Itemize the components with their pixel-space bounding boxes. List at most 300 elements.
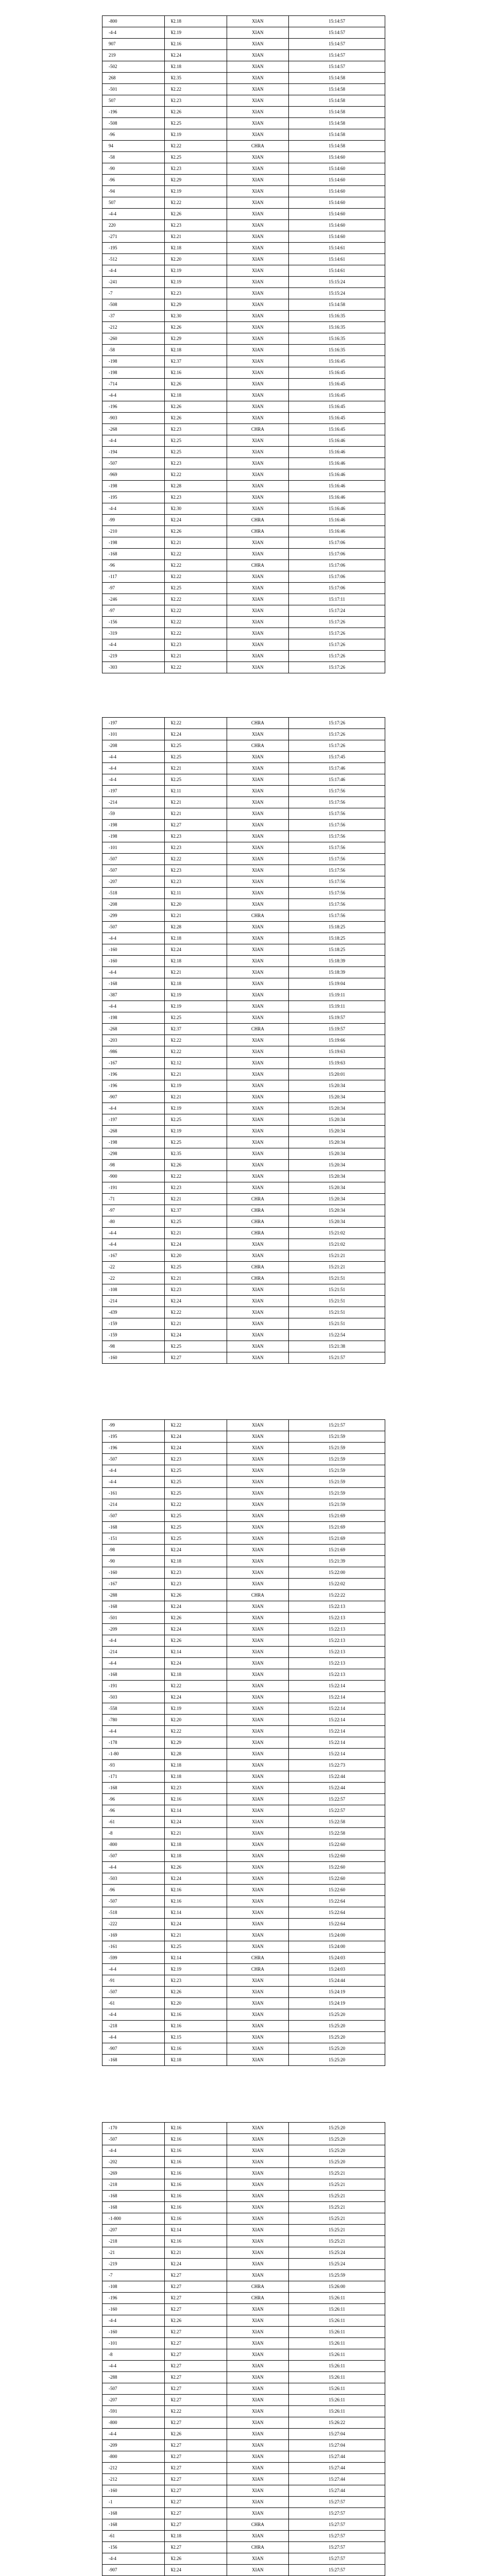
- table-row: [102, 2032, 385, 2043]
- time-cell: 15:17:26: [289, 740, 385, 752]
- price-cell: ¥2.23: [164, 95, 227, 107]
- time-cell: 15:25:20: [289, 2157, 385, 2168]
- table-row: [102, 978, 385, 990]
- time-cell: 15:21:02: [289, 1239, 385, 1250]
- table-row: [102, 1613, 385, 1624]
- id-cell: -99: [102, 515, 165, 526]
- table-row: [102, 1919, 385, 1930]
- id-cell: -4-4: [102, 1001, 165, 1012]
- place-cell: XIAN: [227, 842, 289, 854]
- price-cell: ¥2.16: [164, 2021, 227, 2032]
- id-cell: -195: [102, 1431, 165, 1443]
- time-cell: 15:17:26: [289, 718, 385, 729]
- price-cell: ¥2.16: [164, 2179, 227, 2191]
- id-cell: -71: [102, 1194, 165, 1205]
- table-row: [102, 967, 385, 978]
- table-row: [102, 2168, 385, 2179]
- price-cell: ¥2.23: [164, 1567, 227, 1579]
- id-cell: -288: [102, 1590, 165, 1601]
- time-cell: 15:21:21: [289, 1250, 385, 1262]
- table-row: [102, 1681, 385, 1692]
- place-cell: CHRA: [227, 1262, 289, 1273]
- place-cell: XIAN: [227, 1058, 289, 1069]
- time-cell: 15:16:45: [289, 413, 385, 424]
- table-row: [102, 73, 385, 84]
- table-row: [102, 910, 385, 922]
- time-cell: 15:14:61: [289, 243, 385, 254]
- price-cell: ¥2.19: [164, 990, 227, 1001]
- id-cell: -4-4: [102, 1635, 165, 1647]
- time-cell: 15:15:24: [289, 277, 385, 288]
- price-cell: ¥2.22: [164, 1171, 227, 1182]
- id-cell: -207: [102, 2395, 165, 2406]
- id-cell: -8: [102, 2349, 165, 2361]
- time-cell: 15:25:21: [289, 2179, 385, 2191]
- place-cell: XIAN: [227, 1307, 289, 1318]
- price-cell: ¥2.27: [164, 2327, 227, 2338]
- table-row: [102, 876, 385, 888]
- id-cell: -387: [102, 990, 165, 1001]
- price-cell: ¥2.18: [164, 61, 227, 73]
- place-cell: XIAN: [227, 1341, 289, 1352]
- id-cell: 94: [102, 141, 165, 152]
- price-cell: ¥2.27: [164, 2395, 227, 2406]
- id-cell: -7: [102, 288, 165, 299]
- id-cell: -241: [102, 277, 165, 288]
- price-cell: ¥2.23: [164, 163, 227, 175]
- id-cell: -222: [102, 1919, 165, 1930]
- place-cell: XIAN: [227, 1511, 289, 1522]
- table-row: [102, 1964, 385, 1975]
- price-cell: ¥2.25: [164, 1216, 227, 1228]
- place-cell: XIAN: [227, 107, 289, 118]
- id-cell: -507: [102, 1511, 165, 1522]
- price-cell: ¥2.27: [164, 2349, 227, 2361]
- table-row: [102, 639, 385, 651]
- time-cell: 15:22:54: [289, 1330, 385, 1341]
- place-cell: XIAN: [227, 1851, 289, 1862]
- table-row: [102, 2236, 385, 2247]
- place-cell: XIAN: [227, 1545, 289, 1556]
- time-cell: 15:20:34: [289, 1216, 385, 1228]
- place-cell: XIAN: [227, 2225, 289, 2236]
- id-cell: -159: [102, 1330, 165, 1341]
- time-cell: 15:22:14: [289, 1703, 385, 1715]
- table-row: [102, 2009, 385, 2021]
- time-cell: 15:14:61: [289, 265, 385, 277]
- time-cell: 15:14:57: [289, 27, 385, 39]
- table-row: [102, 401, 385, 413]
- table-row: [102, 1488, 385, 1499]
- price-cell: ¥2.25: [164, 1511, 227, 1522]
- place-cell: XIAN: [227, 2429, 289, 2440]
- time-cell: 15:17:06: [289, 549, 385, 560]
- id-cell: 219: [102, 50, 165, 61]
- time-cell: 15:16:46: [289, 447, 385, 458]
- place-cell: XIAN: [227, 1352, 289, 1364]
- place-cell: XIAN: [227, 61, 289, 73]
- time-cell: 15:19:63: [289, 1046, 385, 1058]
- price-cell: ¥2.16: [164, 39, 227, 50]
- place-cell: XIAN: [227, 2508, 289, 2519]
- table-row: [102, 1760, 385, 1771]
- time-cell: 15:21:51: [289, 1318, 385, 1330]
- id-cell: -1-800: [102, 2213, 165, 2225]
- table-row: [102, 2304, 385, 2315]
- price-cell: ¥2.26: [164, 1613, 227, 1624]
- time-cell: 15:27:44: [289, 2451, 385, 2463]
- time-cell: 15:22:60: [289, 1851, 385, 1862]
- time-cell: 15:25:20: [289, 2123, 385, 2134]
- time-cell: 15:22:14: [289, 1681, 385, 1692]
- table-row: [102, 1228, 385, 1239]
- table-row: [102, 2406, 385, 2417]
- table-row: [102, 1058, 385, 1069]
- id-cell: -800: [102, 2451, 165, 2463]
- table-row: [102, 651, 385, 662]
- place-cell: XIAN: [227, 1873, 289, 1885]
- place-cell: XIAN: [227, 1477, 289, 1488]
- id-cell: -168: [102, 1783, 165, 1794]
- place-cell: CHRA: [227, 141, 289, 152]
- price-cell: ¥2.24: [164, 1624, 227, 1635]
- place-cell: XIAN: [227, 2270, 289, 2281]
- price-cell: ¥2.26: [164, 1987, 227, 1998]
- time-cell: 15:17:46: [289, 763, 385, 774]
- table-row: [102, 1545, 385, 1556]
- id-cell: -91: [102, 1975, 165, 1987]
- table-block-3: [102, 1419, 385, 2066]
- id-cell: -160: [102, 1567, 165, 1579]
- id-cell: -61: [102, 2531, 165, 2542]
- id-cell: -108: [102, 1284, 165, 1296]
- place-cell: XIAN: [227, 865, 289, 876]
- time-cell: 15:17:56: [289, 842, 385, 854]
- time-cell: 15:15:24: [289, 288, 385, 299]
- time-cell: 15:21:59: [289, 1431, 385, 1443]
- time-cell: 15:17:06: [289, 571, 385, 583]
- time-cell: 15:27:57: [289, 2553, 385, 2565]
- table-row: [102, 2383, 385, 2395]
- time-cell: 15:25:21: [289, 2191, 385, 2202]
- id-cell: -195: [102, 243, 165, 254]
- table-row: [102, 1035, 385, 1046]
- place-cell: XIAN: [227, 2213, 289, 2225]
- table-row: [102, 1160, 385, 1171]
- price-cell: ¥2.24: [164, 1296, 227, 1307]
- table-row: [102, 1601, 385, 1613]
- place-cell: XIAN: [227, 1522, 289, 1533]
- time-cell: 15:26:11: [289, 2293, 385, 2304]
- price-cell: ¥2.28: [164, 481, 227, 492]
- place-cell: CHRA: [227, 1953, 289, 1964]
- time-cell: 15:22:14: [289, 1715, 385, 1726]
- price-cell: ¥2.25: [164, 447, 227, 458]
- price-cell: ¥2.21: [164, 1092, 227, 1103]
- price-cell: ¥2.21: [164, 231, 227, 243]
- price-cell: ¥2.25: [164, 752, 227, 763]
- table-row: [102, 1522, 385, 1533]
- place-cell: XIAN: [227, 1488, 289, 1499]
- table-row: [102, 560, 385, 571]
- table-row: [102, 628, 385, 639]
- time-cell: 15:26:11: [289, 2406, 385, 2417]
- price-cell: ¥2.23: [164, 1454, 227, 1465]
- place-cell: XIAN: [227, 1137, 289, 1148]
- price-cell: ¥2.22: [164, 549, 227, 560]
- table-row: [102, 1443, 385, 1454]
- table-row: [102, 1262, 385, 1273]
- place-cell: XIAN: [227, 1647, 289, 1658]
- price-cell: ¥2.22: [164, 594, 227, 605]
- id-cell: -22: [102, 1273, 165, 1284]
- id-cell: -502: [102, 61, 165, 73]
- place-cell: CHRA: [227, 424, 289, 435]
- price-cell: ¥2.23: [164, 831, 227, 842]
- table-row: [102, 2213, 385, 2225]
- time-cell: 15:27:04: [289, 2440, 385, 2451]
- place-cell: XIAN: [227, 1296, 289, 1307]
- time-cell: 15:26:11: [289, 2304, 385, 2315]
- price-cell: ¥2.27: [164, 2383, 227, 2395]
- price-cell: ¥2.25: [164, 1114, 227, 1126]
- id-cell: -21: [102, 2247, 165, 2259]
- place-cell: XIAN: [227, 1828, 289, 1839]
- id-cell: -268: [102, 1126, 165, 1137]
- place-cell: XIAN: [227, 1420, 289, 1431]
- price-cell: ¥2.26: [164, 1590, 227, 1601]
- table-row: [102, 503, 385, 515]
- time-cell: 15:16:45: [289, 424, 385, 435]
- id-cell: -196: [102, 1443, 165, 1454]
- price-cell: ¥2.21: [164, 1228, 227, 1239]
- time-cell: 15:25:21: [289, 2236, 385, 2247]
- price-cell: ¥2.23: [164, 1284, 227, 1296]
- price-cell: ¥2.18: [164, 1851, 227, 1862]
- price-cell: ¥2.25: [164, 152, 227, 163]
- table-row: [102, 605, 385, 617]
- id-cell: -4-4: [102, 2032, 165, 2043]
- table-row: [102, 763, 385, 774]
- time-cell: 15:22:44: [289, 1771, 385, 1783]
- price-cell: ¥2.21: [164, 1318, 227, 1330]
- time-cell: 15:14:57: [289, 50, 385, 61]
- price-cell: ¥2.22: [164, 1726, 227, 1737]
- id-cell: -191: [102, 1182, 165, 1194]
- price-cell: ¥2.24: [164, 2259, 227, 2270]
- table-block-4: [102, 2122, 385, 2576]
- table-row: [102, 1975, 385, 1987]
- place-cell: XIAN: [227, 413, 289, 424]
- id-cell: -507: [102, 2134, 165, 2145]
- place-cell: XIAN: [227, 1284, 289, 1296]
- id-cell: -170: [102, 2123, 165, 2134]
- place-cell: XIAN: [227, 2372, 289, 2383]
- table-block-1: [102, 15, 385, 673]
- price-cell: ¥2.18: [164, 390, 227, 401]
- time-cell: 15:26:11: [289, 2315, 385, 2327]
- time-cell: 15:17:26: [289, 617, 385, 628]
- place-cell: XIAN: [227, 1001, 289, 1012]
- id-cell: -196: [102, 2293, 165, 2304]
- place-cell: XIAN: [227, 243, 289, 254]
- table-row: [102, 1194, 385, 1205]
- place-cell: XIAN: [227, 1579, 289, 1590]
- price-cell: ¥2.23: [164, 1783, 227, 1794]
- price-cell: ¥2.24: [164, 1330, 227, 1341]
- time-cell: 15:22:73: [289, 1760, 385, 1771]
- time-cell: 15:21:02: [289, 1228, 385, 1239]
- place-cell: XIAN: [227, 1839, 289, 1851]
- time-cell: 15:17:24: [289, 605, 385, 617]
- price-cell: ¥2.21: [164, 1069, 227, 1080]
- place-cell: XIAN: [227, 1681, 289, 1692]
- id-cell: -518: [102, 1907, 165, 1919]
- id-cell: -168: [102, 549, 165, 560]
- time-cell: 15:16:46: [289, 515, 385, 526]
- price-cell: ¥2.20: [164, 1998, 227, 2009]
- id-cell: -4-4: [102, 1465, 165, 1477]
- place-cell: XIAN: [227, 956, 289, 967]
- time-cell: 15:20:34: [289, 1080, 385, 1092]
- table-row: [102, 1296, 385, 1307]
- id-cell: -208: [102, 740, 165, 752]
- time-cell: 15:20:34: [289, 1148, 385, 1160]
- price-cell: ¥2.16: [164, 2134, 227, 2145]
- table-row: [102, 1318, 385, 1330]
- table-row: [102, 2179, 385, 2191]
- price-cell: ¥2.19: [164, 1126, 227, 1137]
- place-cell: XIAN: [227, 583, 289, 594]
- id-cell: -508: [102, 299, 165, 311]
- id-cell: -197: [102, 786, 165, 797]
- price-cell: ¥2.24: [164, 1692, 227, 1703]
- table-row: [102, 990, 385, 1001]
- id-cell: -212: [102, 322, 165, 333]
- time-cell: 15:21:39: [289, 1556, 385, 1567]
- id-cell: -907: [102, 1092, 165, 1103]
- id-cell: -271: [102, 231, 165, 243]
- id-cell: -4-4: [102, 1239, 165, 1250]
- price-cell: ¥2.26: [164, 322, 227, 333]
- table-row: [102, 2519, 385, 2531]
- id-cell: -168: [102, 2508, 165, 2519]
- table-row: [102, 481, 385, 492]
- table-row: [102, 933, 385, 944]
- id-cell: -501: [102, 1613, 165, 1624]
- price-cell: ¥2.27: [164, 2417, 227, 2429]
- table-row: [102, 1987, 385, 1998]
- price-cell: ¥2.25: [164, 1012, 227, 1024]
- price-cell: ¥2.27: [164, 2485, 227, 2497]
- table-row: [102, 2417, 385, 2429]
- place-cell: XIAN: [227, 481, 289, 492]
- price-cell: ¥2.21: [164, 967, 227, 978]
- table-row: [102, 1307, 385, 1318]
- table-row: [102, 254, 385, 265]
- id-cell: -96: [102, 175, 165, 186]
- id-cell: -161: [102, 1488, 165, 1499]
- price-cell: ¥2.24: [164, 1658, 227, 1669]
- time-cell: 15:21:69: [289, 1545, 385, 1556]
- price-cell: ¥2.26: [164, 526, 227, 537]
- id-cell: -4-4: [102, 2315, 165, 2327]
- time-cell: 15:17:11: [289, 594, 385, 605]
- table-row: [102, 1126, 385, 1137]
- price-cell: ¥2.20: [164, 899, 227, 910]
- place-cell: XIAN: [227, 311, 289, 322]
- place-cell: XIAN: [227, 322, 289, 333]
- id-cell: -96: [102, 129, 165, 141]
- table-row: [102, 469, 385, 481]
- id-cell: -4-4: [102, 1862, 165, 1873]
- place-cell: CHRA: [227, 2542, 289, 2553]
- price-cell: ¥2.23: [164, 1579, 227, 1590]
- place-cell: XIAN: [227, 2304, 289, 2315]
- price-cell: ¥2.19: [164, 27, 227, 39]
- id-cell: -197: [102, 718, 165, 729]
- table-row: [102, 2349, 385, 2361]
- place-cell: CHRA: [227, 515, 289, 526]
- table-row: [102, 1726, 385, 1737]
- time-cell: 15:25:21: [289, 2168, 385, 2179]
- id-cell: -168: [102, 1522, 165, 1533]
- place-cell: XIAN: [227, 469, 289, 481]
- time-cell: 15:27:04: [289, 2429, 385, 2440]
- place-cell: XIAN: [227, 118, 289, 129]
- time-cell: 15:20:34: [289, 1092, 385, 1103]
- id-cell: -4-4: [102, 933, 165, 944]
- price-cell: ¥2.26: [164, 209, 227, 220]
- time-cell: 15:22:60: [289, 1885, 385, 1896]
- place-cell: XIAN: [227, 197, 289, 209]
- time-cell: 15:17:06: [289, 537, 385, 549]
- id-cell: -80: [102, 1216, 165, 1228]
- table-row: [102, 2485, 385, 2497]
- price-cell: ¥2.24: [164, 515, 227, 526]
- price-cell: ¥2.14: [164, 1953, 227, 1964]
- place-cell: XIAN: [227, 2259, 289, 2270]
- time-cell: 15:19:57: [289, 1012, 385, 1024]
- table-row: [102, 583, 385, 594]
- id-cell: -4-4: [102, 2429, 165, 2440]
- time-cell: 15:17:56: [289, 808, 385, 820]
- price-cell: ¥2.25: [164, 740, 227, 752]
- price-cell: ¥2.27: [164, 2440, 227, 2451]
- table-row: [102, 752, 385, 763]
- price-cell: ¥2.28: [164, 922, 227, 933]
- table-row: [102, 197, 385, 209]
- place-cell: XIAN: [227, 209, 289, 220]
- table-row: [102, 571, 385, 583]
- time-cell: 15:16:45: [289, 379, 385, 390]
- price-cell: ¥2.25: [164, 1137, 227, 1148]
- time-cell: 15:17:26: [289, 628, 385, 639]
- table-row: [102, 1352, 385, 1364]
- time-cell: 15:16:46: [289, 503, 385, 515]
- id-cell: -503: [102, 1873, 165, 1885]
- price-cell: ¥2.16: [164, 2191, 227, 2202]
- place-cell: XIAN: [227, 435, 289, 447]
- table-row: [102, 1839, 385, 1851]
- place-cell: XIAN: [227, 1885, 289, 1896]
- time-cell: 15:26:22: [289, 2417, 385, 2429]
- time-cell: 15:18:25: [289, 922, 385, 933]
- place-cell: XIAN: [227, 2032, 289, 2043]
- table-row: [102, 61, 385, 73]
- time-cell: 15:25:20: [289, 2021, 385, 2032]
- price-cell: ¥2.29: [164, 1737, 227, 1749]
